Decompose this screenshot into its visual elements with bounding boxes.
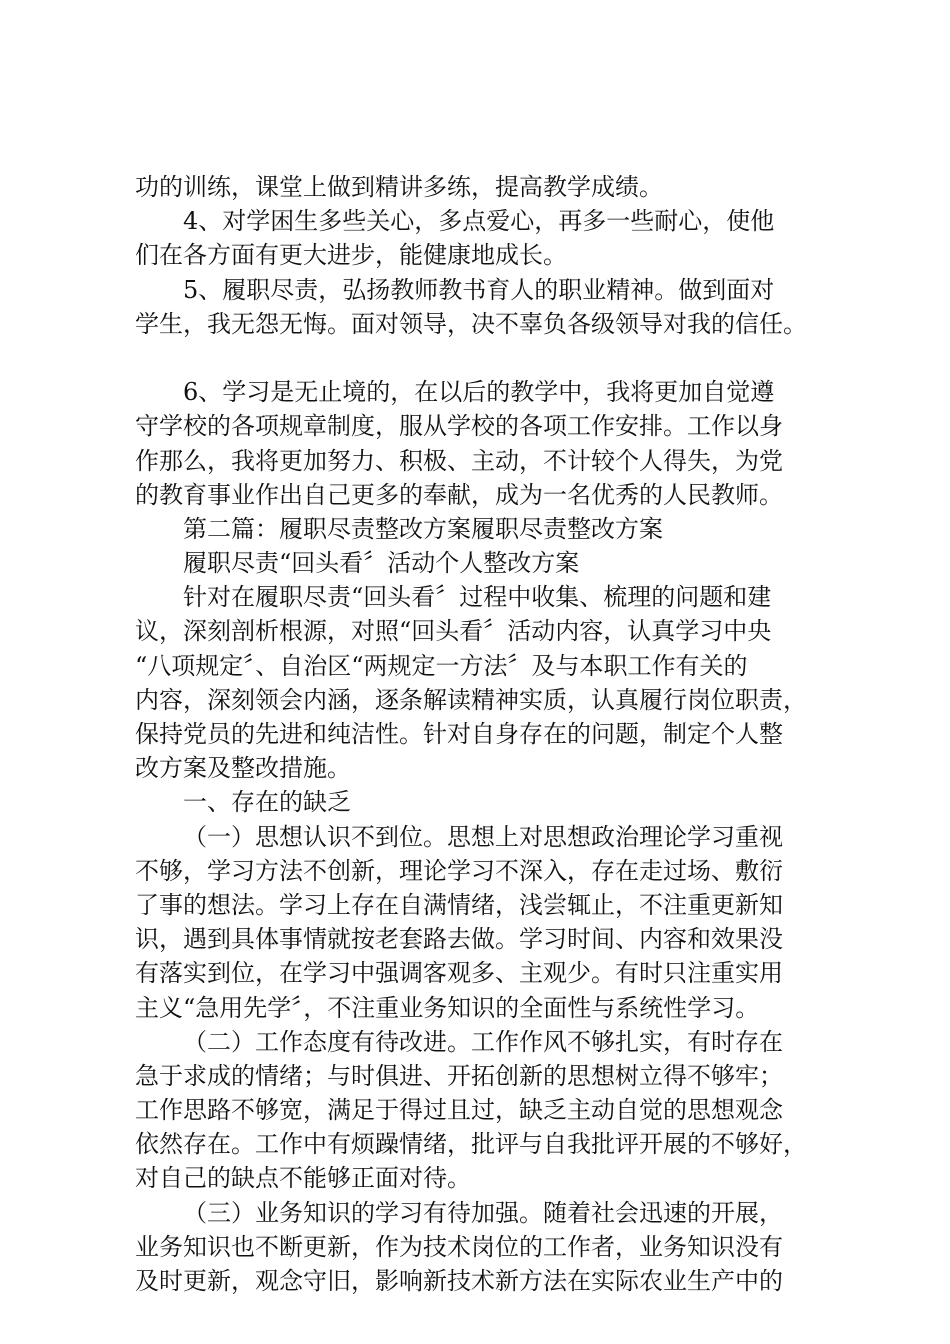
text-line: （二）工作态度有待改进。工作作风不够扎实，有时存在 <box>183 1027 783 1056</box>
text-line: 主义“急用先学〞，不注重业务知识的全面性与系统性学习。 <box>135 993 760 1022</box>
section-heading: 第二篇：履职尽责整改方案履职尽责整改方案 <box>183 514 663 543</box>
text-line: 6、学习是无止境的，在以后的教学中，我将更加自觉遵 <box>183 378 775 407</box>
text-line: 识，遇到具体事情就按老套路去做。学习时间、内容和效果没 <box>135 925 783 954</box>
text-line: 急于求成的情绪；与时俱进、开拓创新的思想树立得不够牢； <box>135 1061 783 1090</box>
text-line: 作那么，我将更加努力、积极、主动，不计较个人得失，为党 <box>135 446 783 475</box>
text-line: 改方案及整改措施。 <box>135 754 351 783</box>
text-line: 保持党员的先进和纯洁性。针对自身存在的问题，制定个人整 <box>135 720 783 748</box>
section-heading: 一、存在的缺乏 <box>183 788 351 817</box>
text-line: 议，深刻剖析根源，对照“回头看〞活动内容，认真学习中央 <box>135 617 772 646</box>
text-line: 不够，学习方法不创新，理论学习不深入，存在走过场、敷衍 <box>135 856 783 885</box>
text-line: 及时更新，观念守旧，影响新技术新方法在实际农业生产中的 <box>135 1267 783 1295</box>
text-line: 5、履职尽责，弘扬教师教书育人的职业精神。做到面对 <box>183 275 775 304</box>
text-line: 学生，我无怨无悔。面对领导，决不辜负各级领导对我的信任。 <box>135 309 807 338</box>
text-line: 有落实到位，在学习中强调客观多、主观少。有时只注重实用 <box>135 959 783 988</box>
text-line: 守学校的各项规章制度，服从学校的各项工作安排。工作以身 <box>135 412 783 441</box>
text-line: 们在各方面有更大进步，能健康地成长。 <box>135 241 567 270</box>
document-title: 履职尽责“回头看〞活动个人整改方案 <box>183 549 580 578</box>
text-line: （一）思想认识不到位。思想上对思想政治理论学习重视 <box>183 822 783 851</box>
text-line: 功的训练，课堂上做到精讲多练，提高教学成绩。 <box>135 173 663 201</box>
text-line: 的教育事业作出自己更多的奉献，成为一名优秀的人民教师。 <box>135 480 783 509</box>
text-line: 了事的想法。学习上存在自满情绪，浅尝辄止，不注重更新知 <box>135 890 783 919</box>
text-line: （三）业务知识的学习有待加强。随着社会迅速的开展， <box>183 1198 783 1227</box>
text-line: 对自己的缺点不能够正面对待。 <box>135 1164 471 1193</box>
text-line: 内容，深刻领会内涵，逐条解读精神实质，认真履行岗位职责， <box>135 685 807 714</box>
text-line: 针对在履职尽责“回头看〞过程中收集、梳理的问题和建 <box>183 583 772 612</box>
text-line: 业务知识也不断更新，作为技术岗位的工作者，业务知识没有 <box>135 1232 783 1261</box>
text-line: 依然存在。工作中有烦躁情绪，批评与自我批评开展的不够好， <box>135 1130 807 1159</box>
text-line: “八项规定〞、自治区“两规定一方法〞及与本职工作有关的 <box>135 651 748 680</box>
text-line: 工作思路不够宽，满足于得过且过，缺乏主动自觉的思想观念 <box>135 1096 783 1125</box>
document-body <box>135 170 840 1298</box>
text-line: 4、对学困生多些关心，多点爱心，再多一些耐心，使他 <box>183 207 775 236</box>
paragraph-gap <box>135 341 840 375</box>
